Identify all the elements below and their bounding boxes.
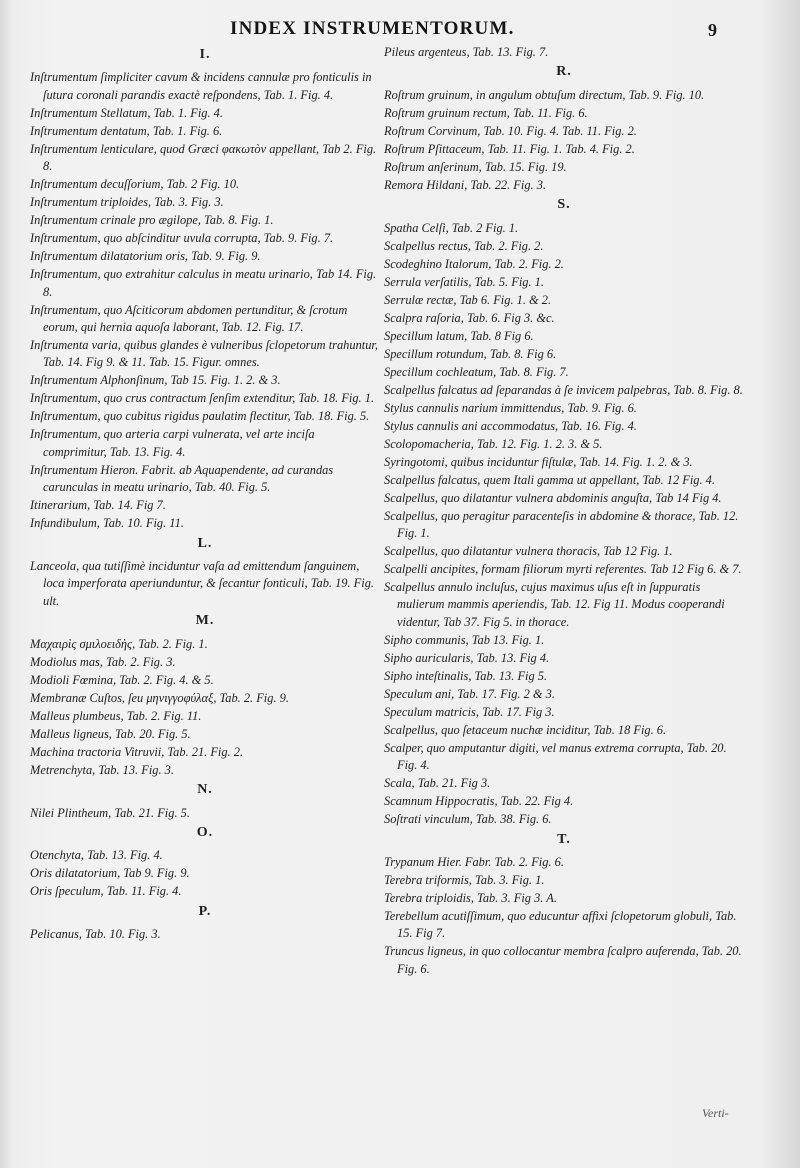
index-entry: Speculum matricis, Tab. 17. Fig 3. <box>384 704 555 719</box>
index-entry: Oris dilatatorium, Tab 9. Fig. 9. <box>30 866 190 881</box>
index-entry: Specillum rotundum, Tab. 8. Fig 6. <box>384 346 557 361</box>
index-section <box>384 63 744 194</box>
index-entry: Speculum ani, Tab. 17. Fig. 2 & 3. <box>384 686 555 701</box>
index-entry: Truncus ligneus, in quo collocantur membra ſcalpro auferenda, Tab. 20. Fig. 6. <box>384 944 742 976</box>
index-entry: Scalpellus, quo dilatantur vulnera abdominis anguſta, Tab 14 Fig 4. <box>384 490 722 505</box>
index-entry: Sipho auricularis, Tab. 13. Fig 4. <box>384 650 550 665</box>
index-entry: Specillum latum, Tab. 8 Fig 6. <box>384 328 534 343</box>
running-title: INDEX INSTRUMENTORUM. <box>230 18 515 39</box>
index-entry: Terebellum acutiſſimum, quo educuntur affixi ſclopetorum globuli, Tab. 15. Fig 7. <box>384 909 737 941</box>
index-entry: Roſtrum gruinum, in angulum obtuſum directum, Tab. 9. Fig. 10. <box>384 87 705 102</box>
index-entry: Infundibulum, Tab. 10. Fig. 11. <box>30 516 184 531</box>
left-column <box>30 44 380 944</box>
index-entry: Otenchyta, Tab. 13. Fig. 4. <box>30 848 163 863</box>
index-entry: Scalpellus falcatus ad ſeparandas à ſe invicem palpebras, Tab. 8. Fig. 8. <box>384 382 743 397</box>
index-entry: Modioli Fœmina, Tab. 2. Fig. 4. & 5. <box>30 672 214 687</box>
index-entry: Inſtrumentum, quo arteria carpi vulnerata, vel arte inciſa comprimitur, Tab. 13. Fig. 4. <box>30 427 315 459</box>
index-entry: Inſtrumentum Alphonſinum, Tab 15. Fig. 1. 2. & 3. <box>30 373 281 388</box>
index-entry: Terebra triploidis, Tab. 3. Fig 3. A. <box>384 891 557 906</box>
index-entry: Inſtrumentum Hieron. Fabrit. ab Aquapendente, ad curandas carunculas in meatu urinario, Tab. 40. Fig. 5. <box>30 462 334 495</box>
index-entry: Sipho communis, Tab 13. Fig. 1. <box>384 632 545 647</box>
index-section <box>384 831 744 979</box>
section-letter: L. <box>197 535 213 551</box>
index-section <box>384 196 744 828</box>
index-section <box>30 46 380 533</box>
index-entry: Inſtrumentum triploides, Tab. 3. Fig. 3. <box>30 195 224 210</box>
index-entry: Scala, Tab. 21. Fig 3. <box>384 776 491 791</box>
page-number: 9 <box>708 20 717 40</box>
section-letter: T. <box>557 831 571 847</box>
index-entry: Soſtrati vinculum, Tab. 38. Fig. 6. <box>384 812 552 827</box>
page-header <box>0 16 800 46</box>
index-entry: Scalpellus falcatus, quem Itali gamma ut appellant, Tab. 12 Fig. 4. <box>384 472 715 487</box>
index-entry: Itinerarium, Tab. 14. Fig 7. <box>30 498 166 513</box>
index-entry: Metrenchyta, Tab. 13. Fig. 3. <box>30 762 174 777</box>
index-entry: Scalpellus annulo incluſus, cujus maximus uſus eſt in ſuppuratis mulierum mammis aperiendis, Tab. 12. Fig 11. Modus cooperandi videntur, Tab 37. Fig 5. in thorace. <box>384 580 725 629</box>
index-section <box>30 903 380 944</box>
index-entry: Scalpellus rectus, Tab. 2. Fig. 2. <box>384 238 544 253</box>
index-entry: Scalpelli ancipites, formam filiorum myrti referentes. Tab 12 Fig 6. & 7. <box>384 562 742 577</box>
index-entry: Inſtrumentum dentatum, Tab. 1. Fig. 6. <box>30 123 223 138</box>
index-section <box>30 781 380 822</box>
index-entry: Scalper, quo amputantur digiti, vel manus extrema corrupta, Tab. 20. Fig. 4. <box>384 740 727 773</box>
section-letter: N. <box>197 782 213 798</box>
index-entry: Scodeghino Italorum, Tab. 2. Fig. 2. <box>384 256 564 271</box>
index-entry: Inſtrumentum, quo extrahitur calculus in meatu urinario, Tab 14. Fig. 8. <box>30 267 377 299</box>
index-entry: Trypanum Hier. Fabr. Tab. 2. Fig. 6. <box>384 855 564 870</box>
section-letter: M. <box>195 613 215 629</box>
index-entry: Inſtrumentum Stellatum, Tab. 1. Fig. 4. <box>30 105 223 120</box>
index-entry: Machina tractoria Vitruvii, Tab. 21. Fig. 2. <box>30 744 244 759</box>
index-section <box>30 824 380 901</box>
index-entry: Scamnum Hippocratis, Tab. 22. Fig 4. <box>384 794 574 809</box>
index-entry: Inſtrumenta varia, quibus glandes è vulneribus ſclopetorum trahuntur, Tab. 14. Fig 9. & 11. Tab. 15. Figur. omnes. <box>30 338 378 370</box>
index-entry: Oris ſpeculum, Tab. 11. Fig. 4. <box>30 884 182 899</box>
index-section <box>30 535 380 611</box>
index-entry: Inſtrumentum decuſſorium, Tab. 2 Fig. 10. <box>30 177 240 192</box>
index-entry: Roſtrum Corvinum, Tab. 10. Fig. 4. Tab. 11. Fig. 2. <box>384 123 637 138</box>
index-entry: Inſtrumentum, quo cubitus rigidus paulatim flectitur, Tab. 18. Fig. 5. <box>30 409 370 424</box>
index-entry: Inſtrumentum lenticulare, quod Græci φακωτὸν appellant, Tab 2. Fig. 8. <box>30 141 377 174</box>
index-entry: Scalpra raſoria, Tab. 6. Fig 3. &c. <box>384 310 555 325</box>
index-entry: Pelicanus, Tab. 10. Fig. 3. <box>30 927 161 942</box>
index-entry: Sipho inteſtinalis, Tab. 13. Fig 5. <box>384 668 548 683</box>
index-entry: Inſtrumentum, quo crus contractum ſenſim extenditur, Tab. 18. Fig. 1. <box>30 391 375 406</box>
index-entry: Serrulæ rectæ, Tab 6. Fig. 1. & 2. <box>384 292 552 307</box>
index-entry: Roſtrum Pſittaceum, Tab. 11. Fig. 1. Tab. 4. Fig. 2. <box>384 141 635 156</box>
index-entry: Inſtrumentum, quo abſcinditur uvula corrupta, Tab. 9. Fig. 7. <box>30 231 334 246</box>
section-letter: O. <box>196 824 214 840</box>
section-letter: I. <box>199 47 211 62</box>
index-section <box>384 44 744 61</box>
index-entry: Inſtrumentum, quo Aſciticorum abdomen pertunditur, & ſcrotum eorum, qui hernia aquoſa laborant, Tab. 12. Fig. 17. <box>30 302 348 335</box>
index-entry: Membranæ Cuſtos, ſeu μηνιγγοφύλαξ, Tab. 2. Fig. 9. <box>30 690 289 705</box>
index-entry: Specillum cochleatum, Tab. 8. Fig. 7. <box>384 364 569 379</box>
index-entry: Terebra triformis, Tab. 3. Fig. 1. <box>384 873 545 888</box>
index-entry: Stylus cannulis narium immittendus, Tab. 9. Fig. 6. <box>384 400 637 415</box>
index-entry: Nilei Plintheum, Tab. 21. Fig. 5. <box>30 805 190 820</box>
section-letter: S. <box>557 197 571 213</box>
index-entry: Malleus plumbeus, Tab. 2. Fig. 11. <box>30 708 202 723</box>
index-entry: Serrula verſatilis, Tab. 5. Fig. 1. <box>384 274 544 289</box>
index-entry: Scolopomacheria, Tab. 12. Fig. 1. 2. 3. & 5. <box>384 436 603 451</box>
section-letter: R. <box>556 64 572 80</box>
index-entry: Scalpellus, quo dilatantur vulnera thoracis, Tab 12 Fig. 1. <box>384 544 673 559</box>
index-entry: Lanceola, qua tutiſſimè inciduntur vaſa ad emittendum ſanguinem, loca imperforata aperiunduntur, & ſecantur fonticuli, Tab. 19. Fig. ult. <box>30 559 374 608</box>
section-letter: P. <box>198 903 212 919</box>
right-column <box>384 44 744 979</box>
index-entry: Inſtrumentum dilatatorium oris, Tab. 9. Fig. 9. <box>30 249 261 264</box>
index-entry: Scalpellus, quo ſetaceum nuchæ inciditur, Tab. 18 Fig. 6. <box>384 722 667 737</box>
index-section <box>30 612 380 779</box>
index-entry: Roſtrum anſerinum, Tab. 15. Fig. 19. <box>384 159 567 174</box>
catchword: Verti- <box>702 1106 729 1120</box>
index-entry: Malleus ligneus, Tab. 20. Fig. 5. <box>30 726 191 741</box>
index-entry: Remora Hildani, Tab. 22. Fig. 3. <box>384 177 547 192</box>
index-entry: Spatha Celſi, Tab. 2 Fig. 1. <box>384 220 519 235</box>
index-entry: Scalpellus, quo peragitur paracenteſis in abdomine & thorace, Tab. 12. Fig. 1. <box>384 508 739 541</box>
index-entry: Syringotomi, quibus inciduntur fiſtulæ, Tab. 14. Fig. 1. 2. & 3. <box>384 454 693 469</box>
index-entry: Inſtrumentum crinale pro ægilope, Tab. 8. Fig. 1. <box>30 213 274 228</box>
index-entry: Roſtrum gruinum rectum, Tab. 11. Fig. 6. <box>384 105 588 120</box>
index-entry: Stylus cannulis ani accommodatus, Tab. 16. Fig. 4. <box>384 418 637 433</box>
index-entry: Μαχαιρὶς σμιλοειδὴς, Tab. 2. Fig. 1. <box>30 636 208 651</box>
index-entry: Modiolus mas, Tab. 2. Fig. 3. <box>30 654 176 669</box>
index-entry: Pileus argenteus, Tab. 13. Fig. 7. <box>384 45 549 59</box>
index-entry: Inſtrumentum ſimpliciter cavum & incidens cannulæ pro fonticulis in ſutura coronali parandis exactè reſpondens, Tab. 1. Fig. 4. <box>30 70 372 102</box>
